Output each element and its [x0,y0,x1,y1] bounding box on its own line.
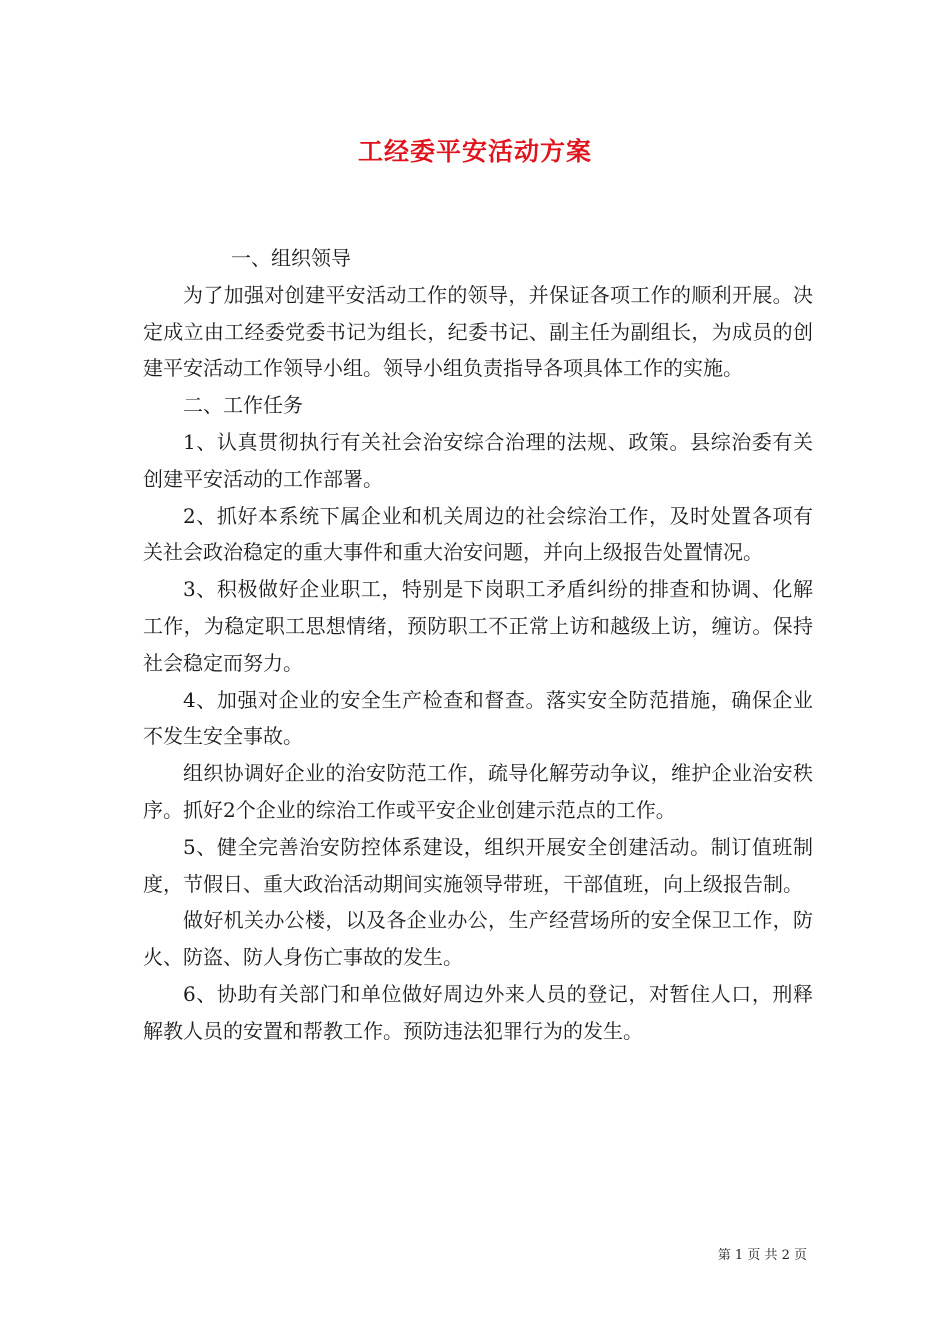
paragraph-task-4-extra: 组织协调好企业的治安防范工作，疏导化解劳动争议，维护企业治安秩序。抓好2个企业的综治工作或平安企业创建示范点的工作。 [143,761,813,822]
paragraph-task-5-extra: 做好机关办公楼，以及各企业办公，生产经营场所的安全保卫工作，防火、防盗、防人身伤亡事故的发生。 [143,908,813,970]
section-heading-tasks: 二、工作任务 [183,393,303,418]
paragraph-task-1: 1、认真贯彻执行有关社会治安综合治理的法规、政策。县综治委有关创建平安活动的工作部署。 [143,429,813,491]
document-body [143,240,813,1050]
document-title: 工经委平安活动方案 [357,137,592,166]
paragraph-task-5: 5、健全完善治安防控体系建设，组织开展安全创建活动。制订值班制度，节假日、重大政治活动期间实施领导带班，干部值班，向上级报告制。 [143,834,813,896]
paragraph-organization: 为了加强对创建平安活动工作的领导，并保证各项工作的顺利开展。决定成立由工经委党委书记为组长，纪委书记、副主任为副组长，为成员的创建平安活动工作领导小组。领导小组负责指导各项具体工作的实施。 [143,282,813,381]
paragraph-task-4: 4、加强对企业的安全生产检查和督查。落实安全防范措施，确保企业不发生安全事故。 [143,687,813,749]
paragraph-task-6: 6、协助有关部门和单位做好周边外来人员的登记，对暂住人口，刑释解教人员的安置和帮教工作。预防违法犯罪行为的发生。 [143,981,813,1043]
paragraph-task-3: 3、积极做好企业职工，特别是下岗职工矛盾纠纷的排查和协调、化解工作，为稳定职工思想情绪，预防职工不正常上访和越级上访，缠访。保持社会稳定而努力。 [143,577,813,675]
page-footer: 第 1 页 共 2 页 [717,1248,807,1263]
section-heading-organization: 一、组织领导 [231,246,351,270]
paragraph-task-2: 2、抓好本系统下属企业和机关周边的社会综治工作，及时处置各项有关社会政治稳定的重大事件和重大治安问题，并向上级报告处置情况。 [143,503,813,565]
